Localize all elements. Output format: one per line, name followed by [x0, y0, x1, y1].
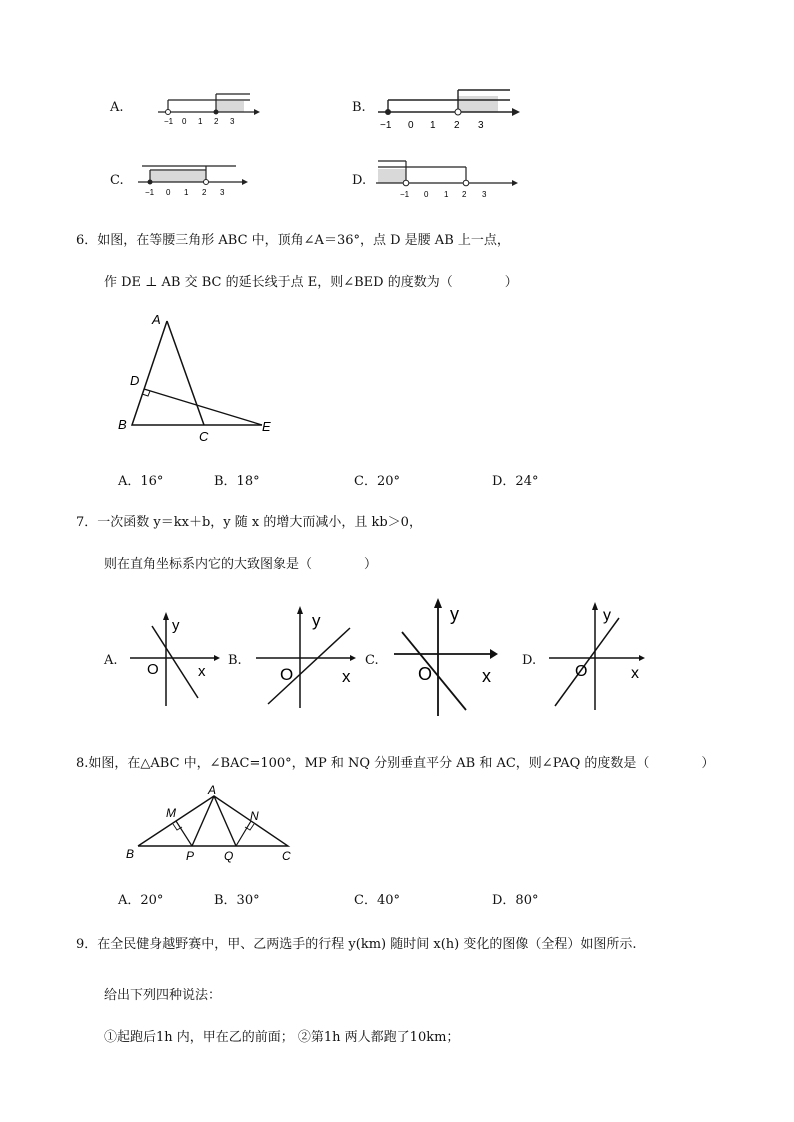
q7a-origin-label: O — [147, 661, 159, 678]
q6-label-d: D — [130, 373, 140, 388]
q5a-tick-2: 0 — [182, 117, 187, 126]
q7-graph-c-letter: C. — [365, 653, 379, 668]
q5a-tick-4: 2 — [214, 117, 219, 126]
q6-label-c: C — [199, 429, 209, 444]
q8-label-q: Q — [224, 849, 234, 863]
q7-line2: 则在直角坐标系内它的大致图象是（ ） — [104, 557, 378, 572]
q8-triangle-figure — [120, 782, 305, 864]
q6-triangle-figure — [110, 305, 290, 450]
q5-number-line-a — [150, 88, 260, 128]
q7a-y-label: y — [172, 617, 180, 634]
q5b-tick-5: 3 — [478, 120, 484, 131]
q7-graph-b-letter: B. — [228, 653, 242, 668]
q8-label-b: B — [126, 847, 135, 861]
q6-choice-d: D．24° — [492, 474, 539, 489]
q9-line2: 给出下列四种说法： — [104, 988, 222, 1003]
q5-option-a-letter: A. — [110, 100, 124, 115]
q5b-tick-4: 2 — [454, 120, 460, 131]
q9-line3: ①起跑后1h 内，甲在乙的前面； ②第1h 两人都跑了10km； — [104, 1030, 460, 1045]
q7c-origin-label: O — [418, 664, 433, 684]
q6-line2: 作 DE ⊥ AB 交 BC 的延长线于点 E，则∠BED 的度数为（ ） — [104, 275, 518, 290]
q6-label-a: A — [152, 312, 161, 327]
q8-label-a: A — [208, 783, 217, 797]
q6-label-b: B — [118, 417, 127, 432]
q6-choice-b: B．18° — [214, 474, 260, 489]
q7-graph-a — [124, 608, 224, 708]
q8-label-m: M — [166, 806, 176, 820]
q5c-tick-5: 3 — [220, 188, 225, 197]
q5c-tick-2: 0 — [166, 188, 171, 197]
q5d-tick-4: 2 — [462, 190, 467, 199]
q9-line1: 9．在全民健身越野赛中，甲、乙两选手的行程 y(km) 随时间 x(h) 变化的图像（全程）如图所示. — [76, 937, 637, 952]
q7b-x-label: x — [342, 667, 351, 686]
q7-graph-b — [250, 600, 370, 710]
q5d-tick-1: −1 — [400, 190, 410, 199]
q6-choice-c: C．20° — [354, 474, 400, 489]
q7-graph-d-letter: D. — [522, 653, 537, 668]
q5b-tick-3: 1 — [430, 120, 436, 131]
q5b-tick-2: 0 — [408, 120, 414, 131]
q5-number-line-b — [370, 82, 520, 132]
q5d-tick-5: 3 — [482, 190, 487, 199]
q7d-origin-label: O — [575, 663, 588, 680]
q5-number-line-d — [372, 155, 522, 201]
q7c-y-label: y — [450, 604, 459, 624]
q5a-tick-5: 3 — [230, 117, 235, 126]
q7d-x-label: x — [631, 665, 639, 682]
q5b-tick-1: −1 — [380, 120, 392, 131]
q6-line1: 6．如图，在等腰三角形 ABC 中，顶角∠A＝36°，点 D 是腰 AB 上一点， — [76, 233, 510, 248]
q7-graph-d — [545, 598, 655, 713]
q8-choice-d: D．80° — [492, 893, 539, 908]
q7-graph-a-letter: A. — [104, 653, 118, 668]
q5d-tick-3: 1 — [444, 190, 449, 199]
q5d-tick-2: 0 — [424, 190, 429, 199]
q5a-tick-3: 1 — [198, 117, 203, 126]
q7b-y-label: y — [312, 611, 321, 630]
q8-label-p: P — [186, 849, 195, 863]
q5c-tick-4: 2 — [202, 188, 207, 197]
q7b-origin-label: O — [280, 665, 294, 684]
q5-option-d-letter: D. — [352, 173, 367, 188]
q8-choice-b: B．30° — [214, 893, 260, 908]
q8-label-c: C — [282, 849, 291, 863]
q5-number-line-c — [132, 158, 252, 200]
q5-option-c-letter: C. — [110, 173, 124, 188]
q8-line1: 8.如图，在△ABC 中，∠BAC=100°，MP 和 NQ 分别垂直平分 AB 和 AC，则∠PAQ 的度数是（ ） — [76, 756, 715, 771]
q6-label-e: E — [262, 419, 271, 434]
q8-label-n: N — [250, 809, 259, 823]
q6-choice-a: A．16° — [118, 474, 164, 489]
q5c-tick-3: 1 — [184, 188, 189, 197]
q7a-x-label: x — [198, 663, 206, 680]
q8-choice-c: C．40° — [354, 893, 400, 908]
q7d-y-label: y — [603, 607, 611, 624]
q5-option-b-letter: B. — [352, 100, 366, 115]
q5a-tick-1: −1 — [164, 117, 174, 126]
q5c-tick-1: −1 — [145, 188, 155, 197]
q7-line1: 7．一次函数 y＝kx＋b，y 随 x 的增大而减小，且 kb＞0， — [76, 515, 422, 530]
q7c-x-label: x — [482, 666, 491, 686]
q7-graph-c — [390, 596, 505, 718]
q8-choice-a: A．20° — [118, 893, 164, 908]
